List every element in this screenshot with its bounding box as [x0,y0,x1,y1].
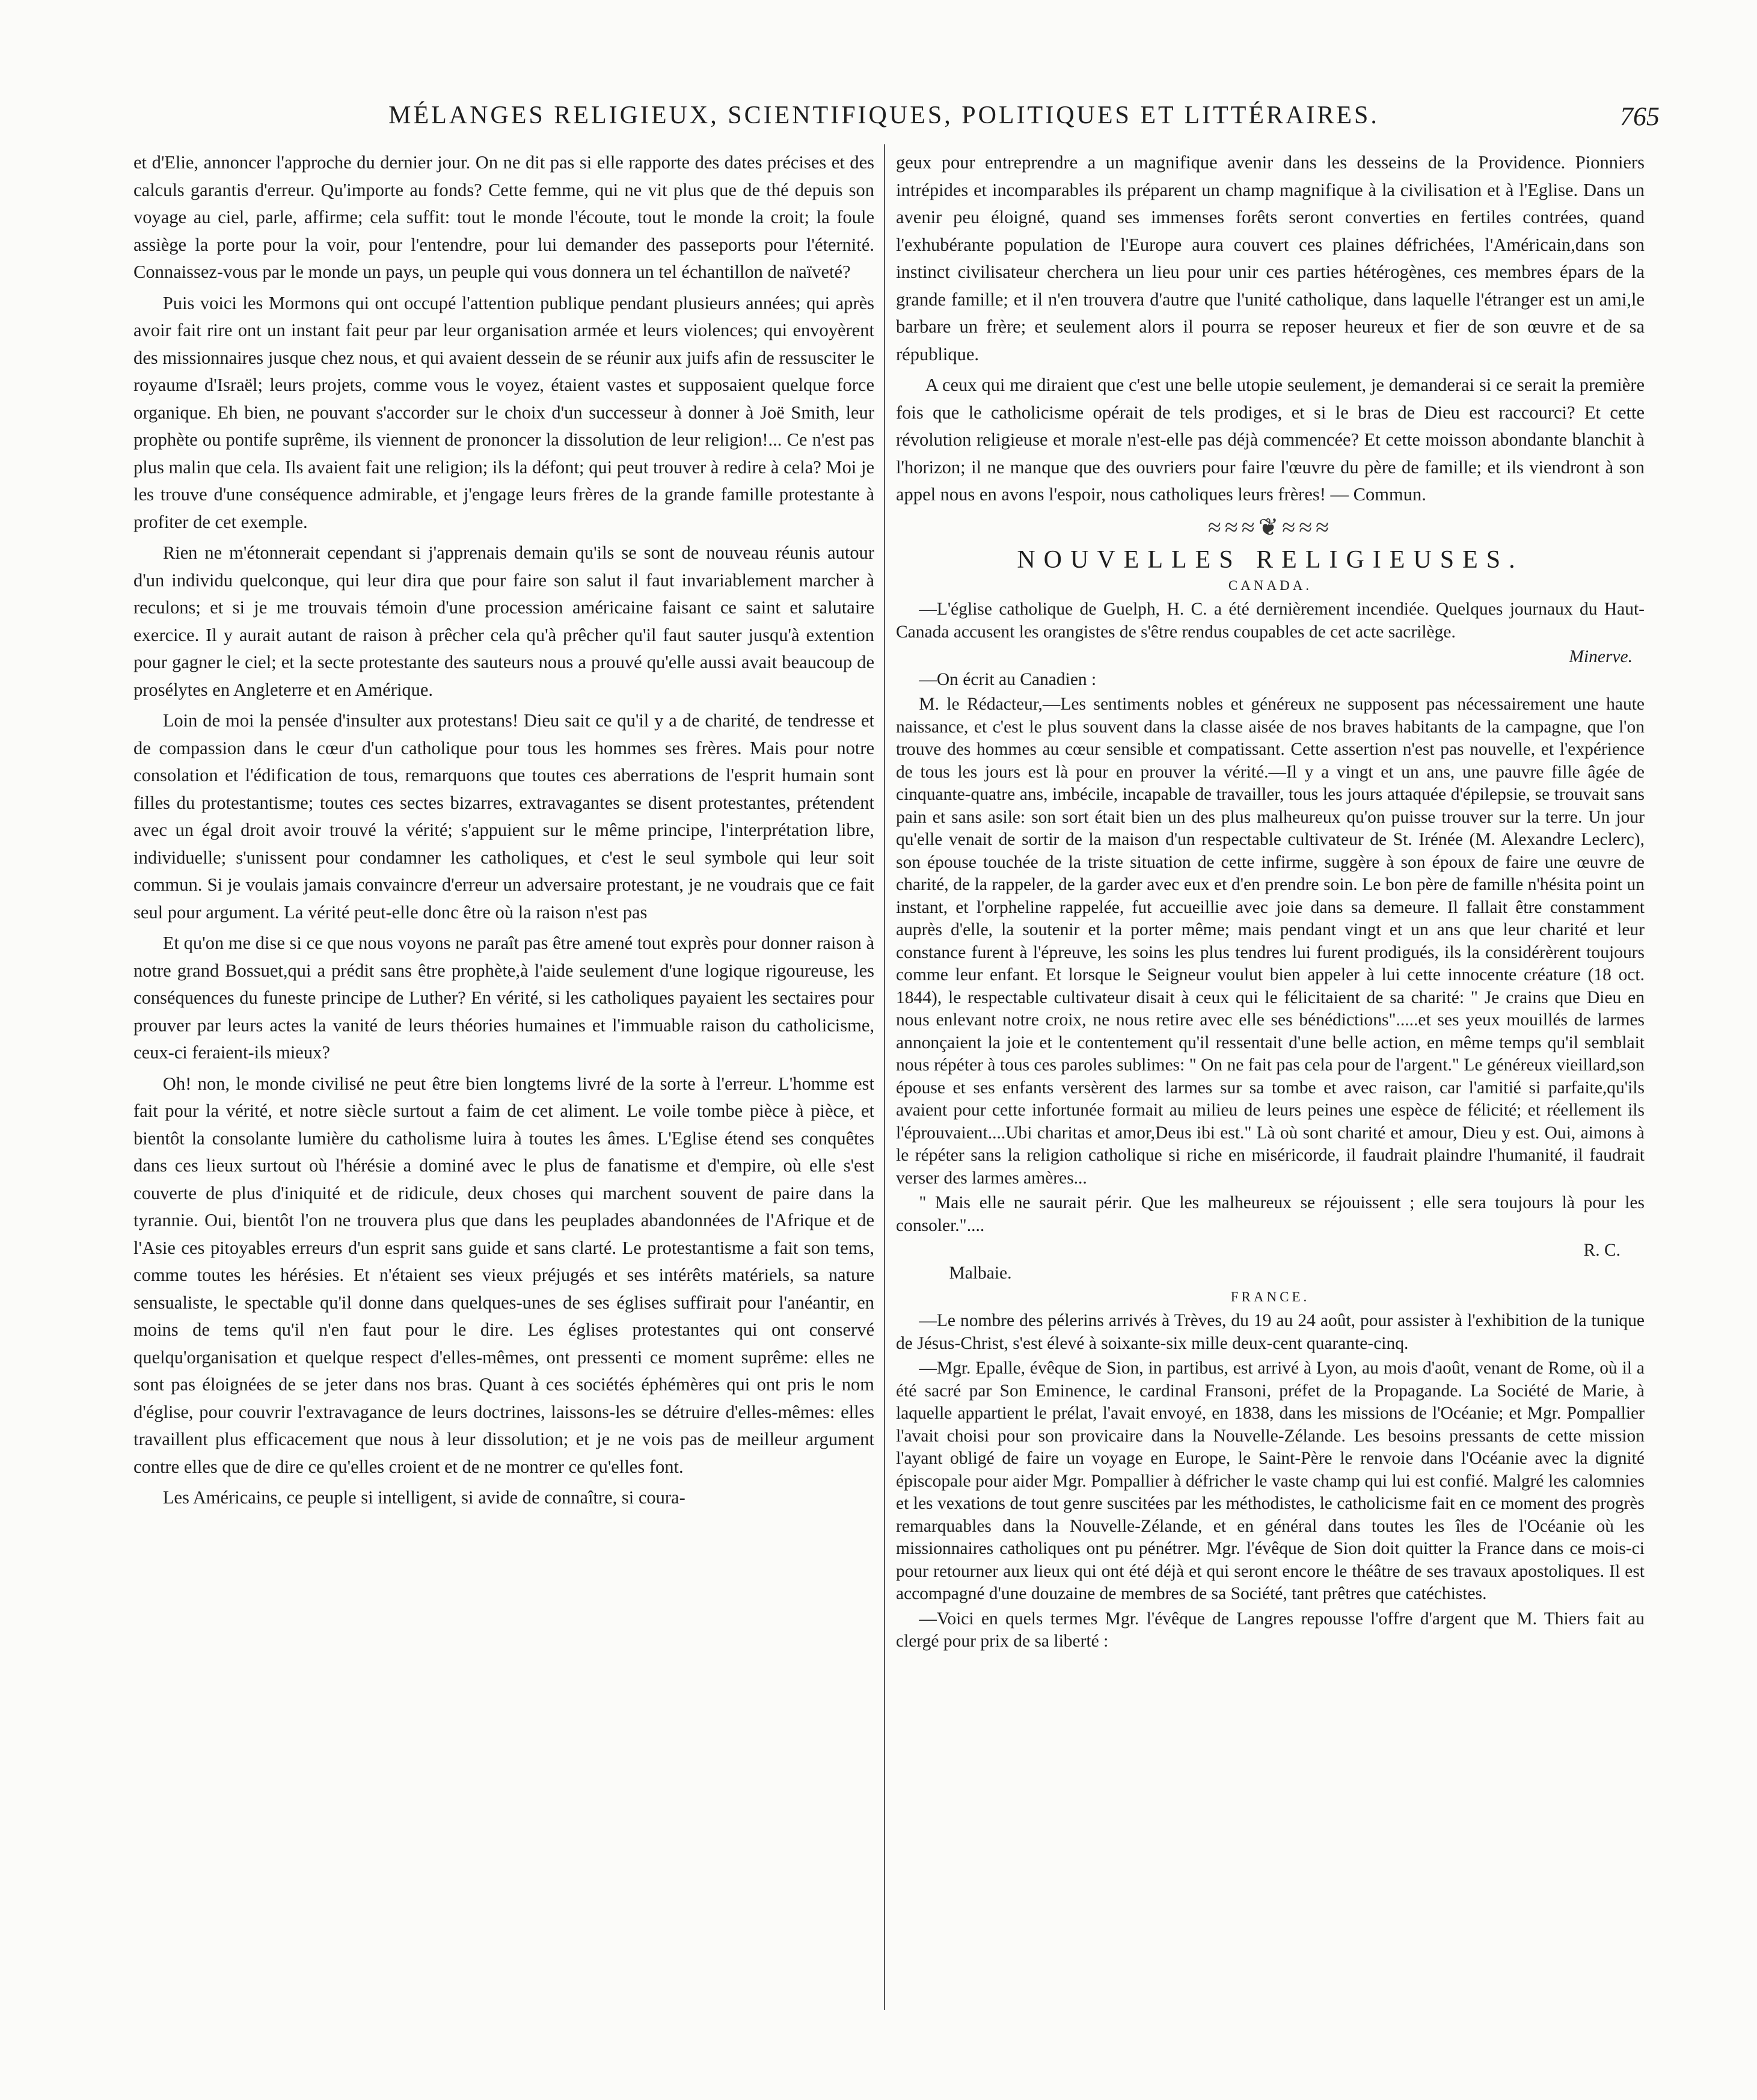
news-item: —L'église catholique de Guelph, H. C. a été dernièrement incendiée. Quelques journaux du Haut-Canada accusent les orangistes de s'être rendus coupables de cet acte sacrilège. [896,600,1645,642]
subsection-heading-canada: CANADA. [1228,578,1313,593]
news-item: —Mgr. Epalle, évêque de Sion, in partibus, est arrivé à Lyon, au mois d'août, venant de Rome, où il a été sacré par Son Eminence, le cardinal Fransoni, préfet de la Propagande. La Société de Marie, à laquelle appartient le prélat, l'avait envoyé, en 1838, dans les missions de l'Océanie; et Mgr. Pompallier l'avait choisi pour son provicaire dans la Nouvelle-Zélande. Les besoins pressants de cette mission l'ayant obligé de faire un voyage en Europe, le Saint-Père le renvoie dans l'Océanie avec la dignité épiscopale pour aider Mgr. Pompallier à défricher le vaste champ qui lui est confié. Malgré les calomnies et les vexations de tout genre suscitées par les méthodistes, le catholicisme fait en ce moment des progrès remarquables dans la Nouvelle-Zélande, et en général dans toutes les îles de l'Océanie où les missionnaires catholiques ont pu pénétrer. Mgr. l'évêque de Sion doit quitter la France dans ce mois-ci pour retourner aux lieux qui ont été déjà et qui seront encore le théâtre de ses travaux apostoliques. Il est accompagné d'une douzaine de membres de sa Société, tant prêtres que catéchistes. [896,1359,1645,1603]
news-item: —On écrit au Canadien : [919,669,1097,689]
letter-quote: " Mais elle ne saurait périr. Que les malheureux se réjouissent ; elle sera toujours là pour les consoler.".... [896,1193,1645,1235]
page-header [108,101,1660,143]
paragraph: et d'Elie, annoncer l'approche du dernier jour. On ne dit pas si elle rapporte des dates précises et des calculs garantis d'erreur. Qu'importe au fonds? Cette femme, qui ne vit plus que de thé depuis son voyage au ciel, parle, affirme; cela suffit: tout le monde l'écoute, tout le monde la croit; la foule assiège la porte pour la voir, pour l'entendre, pour lui demander des passeports pour l'éternité. Connaissez-vous par le monde un pays, un peuple qui vous donnera un tel échantillon de naïveté? [133,152,874,282]
subsection-heading-france: FRANCE. [1230,1289,1310,1304]
section-title: NOUVELLES RELIGIEUSES. [1017,546,1524,574]
news-item: —Voici en quels termes Mgr. l'évêque de Langres repousse l'offre d'argent que M. Thiers fait au clergé pour prix de sa liberté : [896,1609,1645,1651]
paragraph: A ceux qui me diraient que c'est une belle utopie seulement, je demanderai si ce serait la première fois que le catholicisme opérait de tels prodiges, et si le bras de Dieu est raccourci? Et cette révolution religieuse et morale n'est-elle pas déjà commencée? Et cette moisson abondante blanchit à l'horizon; il ne manque que des ouvriers pour faire l'œuvre du père de famille; et ils viendront à son appel nous en avons l'espoir, nous catholiques leurs frères! — Commun. [896,375,1645,505]
letter-signature: R. C. [1583,1241,1621,1260]
page-number: 765 [1620,102,1660,131]
letter-place: Malbaie. [949,1263,1012,1283]
running-title: MÉLANGES RELIGIEUX, SCIENTIFIQUES, POLITIQUES ET LITTÉRAIRES. [388,102,1379,129]
news-source: Minerve. [1569,647,1633,666]
paragraph: Les Américains, ce peuple si intelligent, si avide de connaître, si coura- [162,1487,685,1508]
letter-body: M. le Rédacteur,—Les sentiments nobles et généreux ne supposent pas nécessairement une haute naissance, et c'est le plus souvent dans la classe aisée de nos braves habitants de la campagne, que l'on trouve des hommes au cœur sensible et compatissant. Cette assertion n'est pas nouvelle, et l'expérience de tous les jours est là pour en prouver la vérité.—Il y a vingt et un ans, une pauvre fille âgée de cinquante-quatre ans, imbécile, incapable de travailler, tous les jours attaquée d'épilepsie, se trouvait sans pain et sans asile: son sort était bien un des plus malheureux qu'on puisse trouver sur la terre. Un jour qu'elle venait de sortir de la maison d'un respectable cultivateur de St. Irénée (M. Alexandre Leclerc), son épouse touchée de la triste situation de cette infirme, suggère à son époux de faire une œuvre de charité, de la rappeler, de la garder avec eux et d'en prendre soin. Le bon père de famille n'hésita point un instant, et l'orpheline rappelée, fut accueillie avec joie dans sa demeure. Il fallait être constamment auprès d'elle, la soutenir et la porter même; mais pendant vingt et un ans que leur charité et leur constance furent à l'épreuve, les soins les plus tendres lui furent prodigués, ils la considérèrent toujours comme leur enfant. Et lorsque le Seigneur voulut bien appeler à lui cette innocente créature (18 oct. 1844), le respectable cultivateur disait à ceux qui le félicitaient de sa charité: " Je crains que Dieu en nous enlevant notre croix, ne nous retire avec elle ses bénédictions".....et ses yeux mouillés de larmes annonçaient la joie et le contentement qu'il ressentait d'une belle action, en même temps qu'il semblait nous répéter à tous ces paroles sublimes: " On ne fait pas cela pour de l'argent." Le généreux vieillard,son épouse et ses enfants versèrent des larmes sur sa tombe et avec raison, car l'amitié si parfaite,qu'ils avaient pour cette infortunée formait au milieu de leurs peines une espèce de félicité; et réellement ils l'éprouvaient....Ubi charitas et amor,Deus ibi est." Là où sont charité et amour, Dieu y est. Oui, aimons à le répéter sans la religion catholique si riche en miséricorde, il faudrait plaindre l'humanité, il faudrait verser des larmes amères... [896,695,1645,1188]
section-ornament: ≈≈≈❦≈≈≈ [1207,513,1333,541]
news-item: —Le nombre des pélerins arrivés à Trèves, du 19 au 24 août, pour assister à l'exhibition de la tunique de Jésus-Christ, s'est élevé à soixante-six mille deux-cent quarante-cinq. [896,1311,1645,1353]
paragraph: Rien ne m'étonnerait cependant si j'apprenais demain qu'ils se sont de nouveau réunis autour d'un individu quelconque, qui leur dira que pour faire son salut il faut invariablement marcher à reculons; et si je me trouvais témoin d'une procession américaine faisant ce saint et salutaire exercice. Il y aurait autant de raison à prêcher cela qu'à prêcher qu'il faut sauter jusqu'à extention pour gagner le ciel; et la secte protestante des sauteurs nous a prouvé qu'elle aussi avait beaucoup de prosélytes en Angleterre et en Amérique. [133,542,874,700]
right-column [896,149,1645,2034]
paragraph: Puis voici les Mormons qui ont occupé l'attention publique pendant plusieurs années; qui après avoir fait rire ont un instant fait peur par leur organisation armée et leurs violences; qui envoyèrent des missionnaires jusque chez nous, et qui avaient dessein de se réunir aux juifs afin de ressusciter le royaume d'Israël; leurs projets, comme vous le voyez, étaient vastes et supposaient quelque force organique. Eh bien, ne pouvant s'accorder sur le choix d'un successeur à donner à Joë Smith, leur prophète ou pontife suprême, ils viennent de prononcer la dissolution de leur religion!... Ce n'est pas plus malin que cela. Ils avaient fait une religion; ils la défont; qui peut trouver à redire à cela? Moi je les trouve d'une conséquence admirable, et j'engage leurs frères de la grande famille protestante à profiter de cet exemple. [133,292,874,532]
news-section [896,576,1645,1653]
paragraph: Oh! non, le monde civilisé ne peut être bien longtems livré de la sorte à l'erreur. L'homme est fait pour la vérité, et notre siècle surtout a faim de cet aliment. Le voile tombe pièce à pièce, et bientôt la consolante lumière du catholisme luira à toutes les âmes. L'Eglise étend ses conquêtes dans ces lieux surtout où l'hérésie a dominé avec le plus de fanatisme et d'empire, où elle s'est couverte de plus d'iniquité et de ridicule, deux choses qui marchent souvent de paire dans la tyrannie. Oui, bientôt l'on ne trouvera plus que dans les peuplades abandonnées de l'Afrique et de l'Asie ces pitoyables erreurs d'un esprit sans guide et sans clarté. Le protestantisme a fait son tems, comme toutes les hérésies. Et n'étaient ses vieux préjugés et ses intérêts matériels, sa nature sensualiste, le spectable qu'il donne dans quelques-unes de ses églises suffirait pour l'anéantir, en moins de tems qu'il n'en faut pour le dire. Les églises protestantes qui ont conservé quelqu'organisation et quelque respect d'elles-mêmes, ont pressenti ce moment suprême: elles ne sont pas éloignées de se jeter dans nos bras. Quant à ces sociétés éphémères qui ont pris le nom d'église, pour couvrir l'extravagance de leurs doctrines, laissons-les se détruire d'elles-mêmes: elles travaillent plus efficacement que nous à leur dissolution; et je ne vois pas de meilleur argument contre elles que de dire ce qu'elles croient et de ne montrer ce qu'elles font. [133,1073,874,1477]
left-column [133,149,874,2034]
paragraph: Loin de moi la pensée d'insulter aux protestans! Dieu sait ce qu'il y a de charité, de tendresse et de compassion dans le cœur d'un catholique pour tous les hommes ses frères. Mais pour notre consolation et l'édification de tous, remarquons que toutes ces aberrations de l'esprit humain sont filles du protestantisme; toutes ces sectes bizarres, extravagantes se disent protestantes, prétendent avec un égal droit avoir trouvé la vérité; s'appuient sur le même principe, l'interprétation libre, individuelle; s'unissent pour condamner les catholiques, et c'est le seul symbole qui leur soit commun. Si je voulais jamais convaincre d'erreur un adversaire protestant, je ne voudrais que ce fait seul pour argument. La vérité peut-elle donc être où la raison n'est pas [133,710,874,923]
column-divider [884,144,885,2010]
paragraph: Et qu'on me dise si ce que nous voyons ne paraît pas être amené tout exprès pour donner raison à notre grand Bossuet,qui a prédit sans être prophète,à l'aide seulement d'une logique rigoureuse, les conséquences du funeste principe de Luther? En vérité, si les catholiques payaient les sectaires pour prouver par leurs actes la vanité de leurs théories humaines et l'immuable raison du catholicisme, ceux-ci feraient-ils mieux? [133,933,874,1063]
paragraph: geux pour entreprendre a un magnifique avenir dans les desseins de la Providence. Pionniers intrépides et incomparables ils préparent un champ magnifique à la civilisation et à l'Eglise. Dans un avenir peu éloigné, quand ses immenses forêts seront converties en fertiles contrées, quand l'exhubérante population de l'Europe aura couvert ces plaines défrichées, l'Américain,dans son instinct civilisateur cherchera un lieu pour unir ces parties hétérogènes, ces membres épars de la grande famille; et il n'en trouvera d'autre que l'unité catholique, dans laquelle l'étranger est un ami,le barbare un frère; et seulement alors il pourra se reposer heureux et fier de son œuvre et de sa république. [896,152,1645,364]
